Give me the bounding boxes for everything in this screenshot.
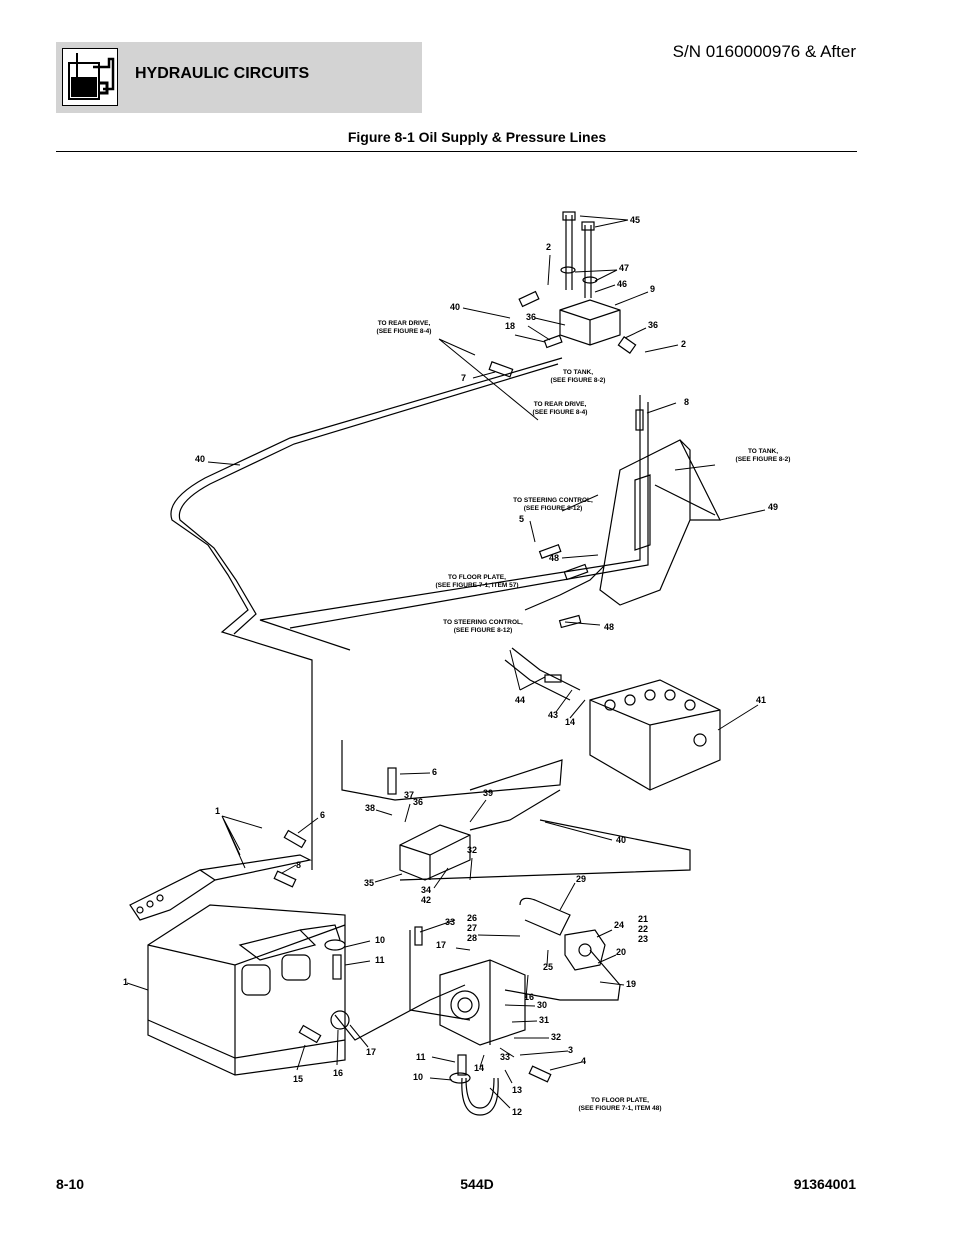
note-floor-plate: TO FLOOR PLATE, [448, 574, 506, 581]
note-steering-control-ref: (SEE FIGURE 8-12) [453, 627, 513, 634]
callout-31: 31 [539, 1015, 550, 1025]
leader-lines [127, 216, 765, 1108]
callout-32: 32 [467, 845, 478, 855]
callout-45: 45 [630, 215, 641, 225]
callout-10: 10 [375, 935, 386, 945]
callout-38: 38 [365, 803, 376, 813]
note-steering-control: TO STEERING CONTROL, [443, 619, 523, 626]
hose-39 [342, 740, 562, 800]
callout-27: 27 [467, 923, 478, 933]
callout-41: 41 [756, 695, 767, 705]
callout-36: 36 [648, 320, 659, 330]
callout-3: 3 [568, 1045, 574, 1055]
callout-20: 20 [616, 947, 627, 957]
callout-35: 35 [364, 878, 375, 888]
callout-34: 34 [421, 885, 432, 895]
note-rear-drive: TO REAR DRIVE, [377, 320, 431, 327]
reservoir-tank [148, 905, 345, 1075]
callout-16: 16 [524, 992, 535, 1002]
callout-18: 18 [505, 321, 516, 331]
hydraulic-pump [440, 960, 525, 1045]
section-title: HYDRAULIC CIRCUITS [135, 65, 310, 82]
callout-11: 11 [375, 955, 385, 965]
callout-2: 2 [546, 242, 552, 252]
callout-24: 24 [614, 920, 625, 930]
hose-12 [462, 1078, 498, 1115]
callout-47: 47 [619, 263, 630, 273]
frame-line [260, 395, 640, 650]
steer-hose-44 [512, 648, 580, 690]
callout-11: 11 [416, 1052, 426, 1062]
hydraulic-reservoir-icon [62, 48, 118, 106]
callout-16: 16 [333, 1068, 344, 1078]
callout-14: 14 [474, 1063, 485, 1073]
figure-title: Figure 8-1 Oil Supply & Pressure Lines [347, 129, 607, 145]
note-tank: TO TANK, [562, 369, 594, 376]
callout-1: 1 [123, 977, 129, 987]
callout-26: 26 [467, 913, 478, 923]
callout-22: 22 [638, 924, 649, 934]
model-number: 544D [460, 1176, 494, 1192]
callout-29: 29 [576, 874, 587, 884]
callout-15: 15 [293, 1074, 304, 1084]
callout-9: 9 [650, 284, 656, 294]
callout-44: 44 [515, 695, 526, 705]
callout-2: 2 [681, 339, 687, 349]
note-floor-plate: TO FLOOR PLATE, [591, 1097, 649, 1104]
note-tank-ref: (SEE FIGURE 8-2) [735, 456, 791, 463]
title-rule [56, 151, 857, 152]
document-number: 91364001 [793, 1176, 856, 1192]
note-steering-control-ref: (SEE FIGURE 8-12) [523, 505, 583, 512]
note-steering-control: TO STEERING CONTROL, [513, 497, 593, 504]
callout-12: 12 [512, 1107, 523, 1117]
callout-40: 40 [195, 454, 206, 464]
callout-8: 8 [684, 397, 690, 407]
callout-46: 46 [617, 279, 628, 289]
note-rear-drive: TO REAR DRIVE, [533, 401, 587, 408]
callout-42: 42 [421, 895, 432, 905]
callout-40: 40 [616, 835, 627, 845]
page-number: 8-10 [56, 1176, 85, 1192]
callout-17: 17 [436, 940, 447, 950]
note-floor-plate-ref: (SEE FIGURE 7-1, ITEM 57) [435, 582, 519, 589]
callout-5: 5 [519, 514, 525, 524]
callout-36: 36 [526, 312, 537, 322]
callout-37: 37 [404, 790, 415, 800]
note-floor-plate-ref: (SEE FIGURE 7-1, ITEM 48) [578, 1105, 662, 1112]
callout-39: 39 [483, 788, 494, 798]
callout-1: 1 [215, 806, 221, 816]
callout-13: 13 [512, 1085, 523, 1095]
callout-48: 48 [549, 553, 560, 563]
callout-21: 21 [638, 914, 649, 924]
callout-4: 4 [581, 1056, 587, 1066]
callout-40: 40 [450, 302, 461, 312]
callout-33: 33 [500, 1052, 511, 1062]
main-control-valve [600, 440, 690, 605]
note-tank: TO TANK, [747, 448, 779, 455]
callout-28: 28 [467, 933, 478, 943]
callout-36: 36 [413, 797, 424, 807]
control-valve-left [130, 870, 215, 920]
callout-19: 19 [626, 979, 637, 989]
callout-10: 10 [413, 1072, 424, 1082]
callout-8: 8 [296, 860, 302, 870]
note-rear-drive-ref: (SEE FIGURE 8-4) [532, 409, 588, 416]
callout-48: 48 [604, 622, 615, 632]
callout-6: 6 [432, 767, 438, 777]
callout-17: 17 [366, 1047, 377, 1057]
serial-range: S/N 0160000976 & After [672, 42, 856, 61]
hose-19 [505, 950, 620, 1000]
note-tank-ref: (SEE FIGURE 8-2) [550, 377, 606, 384]
callout-43: 43 [548, 710, 559, 720]
callout-33: 33 [445, 917, 456, 927]
note-rear-drive-ref: (SEE FIGURE 8-4) [376, 328, 432, 335]
callout-32: 32 [551, 1032, 562, 1042]
callout-49: 49 [768, 502, 779, 512]
hose-29 [520, 898, 570, 935]
callout-25: 25 [543, 962, 554, 972]
callout-30: 30 [537, 1000, 548, 1010]
callout-6: 6 [320, 810, 326, 820]
hydraulic-exploded-diagram [0, 160, 954, 1160]
callout-7: 7 [461, 373, 467, 383]
callout-23: 23 [638, 934, 649, 944]
callout-14: 14 [565, 717, 576, 727]
